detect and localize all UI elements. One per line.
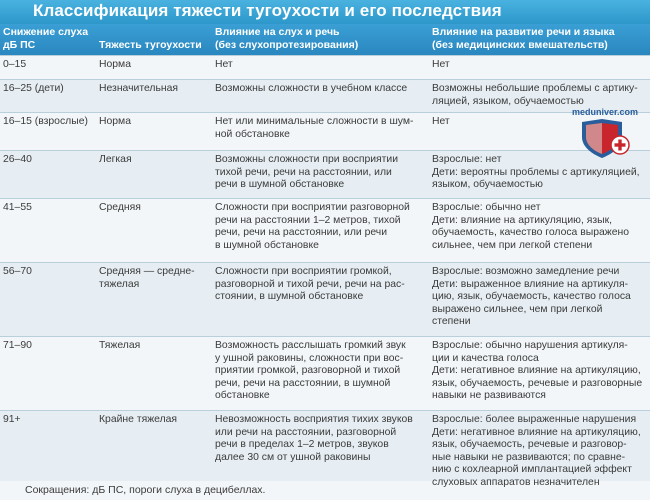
cell-line: язык, обучаемость, речевые и разговор- xyxy=(432,439,627,451)
header-severity: Тяжесть тугоухости xyxy=(99,38,202,51)
cell-development-impact xyxy=(432,266,644,329)
cell-line: приятии громкой, разговорной и тихой xyxy=(215,365,401,377)
cell-line: речи в пределах 1–2 метров, звуков xyxy=(215,439,389,451)
cell-severity xyxy=(99,266,209,291)
cell-line: Нет xyxy=(432,59,450,70)
cell-line: язык, обучаемость, речевые и разговорные xyxy=(432,377,643,389)
title-bar xyxy=(0,0,650,24)
table-row xyxy=(0,336,650,411)
cell-line: Возможность расслышать громкий звук xyxy=(215,340,406,351)
table-row xyxy=(0,150,650,199)
cell-line: Взрослые: обычно нет xyxy=(432,202,541,213)
cell-line: ной обстановке xyxy=(215,128,290,140)
cell-line: у ушной раковины, сложности при вос- xyxy=(215,352,404,364)
cell-development-impact xyxy=(432,83,644,108)
table-row xyxy=(0,410,650,488)
cell-hearing-speech-impact xyxy=(215,154,427,192)
watermark-text: meduniver.com xyxy=(571,107,639,117)
cell-line: Невозможность восприятия тихих звуков xyxy=(215,414,413,425)
cell-line: ции и качества голоса xyxy=(432,352,539,364)
cell-line: цию, язык, обучаемость, качество голоса xyxy=(432,291,631,303)
cell-hearing-loss: 91+ xyxy=(3,414,21,425)
cell-line: стоянии, в шумной обстановке xyxy=(215,291,364,303)
cell-severity xyxy=(99,59,209,72)
cell-line: обучаемость, качество голоса выражено xyxy=(432,227,629,239)
cell-severity xyxy=(99,340,209,353)
cell-line: степени xyxy=(432,316,471,328)
cell-line: в шумной обстановке xyxy=(215,239,319,251)
cell-hearing-speech-impact xyxy=(215,59,427,72)
cell-line: Нет или минимальные сложности в шум- xyxy=(215,116,414,127)
cell-line: тихой речи, речи на расстоянии, или xyxy=(215,166,392,178)
cell-hearing-loss: 16–15 (взрослые) xyxy=(3,116,88,127)
cell-line: ляцией, языком, обучаемостью xyxy=(432,95,584,107)
cell-line: Незначительная xyxy=(99,83,179,94)
table-row xyxy=(0,112,650,151)
cell-line: Средняя — средне- xyxy=(99,266,195,277)
cell-severity xyxy=(99,83,209,96)
footnote: Сокращения: дБ ПС, пороги слуха в децибеллах. xyxy=(25,484,266,496)
cell-line: Дети: негативное влияние на артикуляцию, xyxy=(432,365,641,377)
cell-severity xyxy=(99,116,209,129)
cell-line: Дети: выраженное влияние на артикуля- xyxy=(432,278,629,290)
cell-line: Взрослые: нет xyxy=(432,154,502,165)
cell-line: Нет xyxy=(215,59,233,70)
cell-line: Взрослые: более выраженные нарушения xyxy=(432,414,637,425)
cell-line: или речи на расстоянии, разговорной xyxy=(215,426,397,438)
shield-cross-logo-icon xyxy=(578,119,632,159)
cell-severity xyxy=(99,202,209,215)
table-header xyxy=(0,24,650,55)
cell-hearing-speech-impact xyxy=(215,83,427,96)
cell-line: Норма xyxy=(99,59,131,70)
cell-line: тяжелая xyxy=(99,278,140,290)
cell-severity xyxy=(99,414,209,427)
header-hearing-speech-impact: Влияние на слух и речь (без слухопротезирования) xyxy=(215,26,359,51)
cell-line: Нет xyxy=(432,116,450,127)
cell-line: Взрослые: возможно замедление речи xyxy=(432,266,620,277)
cell-hearing-speech-impact xyxy=(215,266,427,304)
header-hearing-loss: Снижение слуха дБ ПС xyxy=(3,26,89,51)
cell-line: сильнее, чем при легкой степени xyxy=(432,239,593,251)
table-row xyxy=(0,79,650,113)
cell-line: Взрослые: обычно нарушения артикуля- xyxy=(432,340,628,351)
cell-line: Дети: негативное влияние на артикуляцию, xyxy=(432,426,641,438)
cell-line: нию с кохлеарной имплантацией эффект xyxy=(432,464,632,476)
table-row xyxy=(0,198,650,263)
cell-line: Тяжелая xyxy=(99,340,141,351)
cell-line: Крайне тяжелая xyxy=(99,414,178,425)
cell-line: Возможны небольшие проблемы с артику- xyxy=(432,83,638,94)
cell-hearing-speech-impact xyxy=(215,414,427,464)
cell-hearing-loss: 56–70 xyxy=(3,266,32,277)
cell-line: Норма xyxy=(99,116,131,127)
cell-line: обстановке xyxy=(215,390,270,402)
cell-line: Средняя xyxy=(99,202,141,213)
cell-line: речи, речи на расстоянии, в шумной xyxy=(215,377,391,389)
cell-line: языком, обучаемостью xyxy=(432,179,543,191)
cell-development-impact xyxy=(432,340,644,403)
page-title: Классификация тяжести тугоухости и его последствия xyxy=(33,1,502,20)
cell-hearing-loss: 16–25 (дети) xyxy=(3,83,64,94)
cell-development-impact xyxy=(432,202,644,252)
cell-hearing-speech-impact xyxy=(215,340,427,403)
cell-line: Дети: влияние на артикуляцию, язык, xyxy=(432,214,613,226)
cell-line: Сложности при восприятии разговорной xyxy=(215,202,410,213)
cell-line: разговорной и тихой речи, речи на рас- xyxy=(215,278,405,290)
cell-line: Легкая xyxy=(99,154,132,165)
cell-line: навыки не развиваются xyxy=(432,390,546,402)
cell-line: Дети: вероятны проблемы с артикуляцией, xyxy=(432,166,640,178)
cell-hearing-loss: 26–40 xyxy=(3,154,32,165)
table-row xyxy=(0,55,650,80)
cell-development-impact xyxy=(432,154,644,192)
table-row xyxy=(0,262,650,337)
cell-hearing-speech-impact xyxy=(215,202,427,252)
cell-hearing-loss: 71–90 xyxy=(3,340,32,351)
cell-line: слуховых аппаратов незначителен xyxy=(432,476,600,488)
header-development-impact: Влияние на развитие речи и языка (без медицинских вмешательств) xyxy=(432,26,615,51)
cell-line: речи в шумной обстановке xyxy=(215,179,345,191)
cell-line: выражено сильнее, чем при легкой xyxy=(432,303,603,315)
cell-development-impact xyxy=(432,414,644,490)
cell-line: Возможны сложности при восприятии xyxy=(215,154,399,165)
cell-severity xyxy=(99,154,209,167)
cell-hearing-loss: 0–15 xyxy=(3,59,27,70)
cell-line: ные навыки не развиваются; по сравне- xyxy=(432,451,626,463)
cell-hearing-speech-impact xyxy=(215,116,427,141)
cell-line: Возможны сложности в учебном классе xyxy=(215,83,408,94)
cell-hearing-loss: 41–55 xyxy=(3,202,32,213)
cell-line: речи, речи на расстоянии, или речи xyxy=(215,227,388,239)
cell-line: речи на расстоянии 1–2 метров, тихой xyxy=(215,214,401,226)
cell-development-impact xyxy=(432,59,644,72)
cell-line: далее 30 см от ушной раковины xyxy=(215,451,371,463)
cell-line: Сложности при восприятии громкой, xyxy=(215,266,392,277)
meduniver-watermark xyxy=(568,107,642,159)
